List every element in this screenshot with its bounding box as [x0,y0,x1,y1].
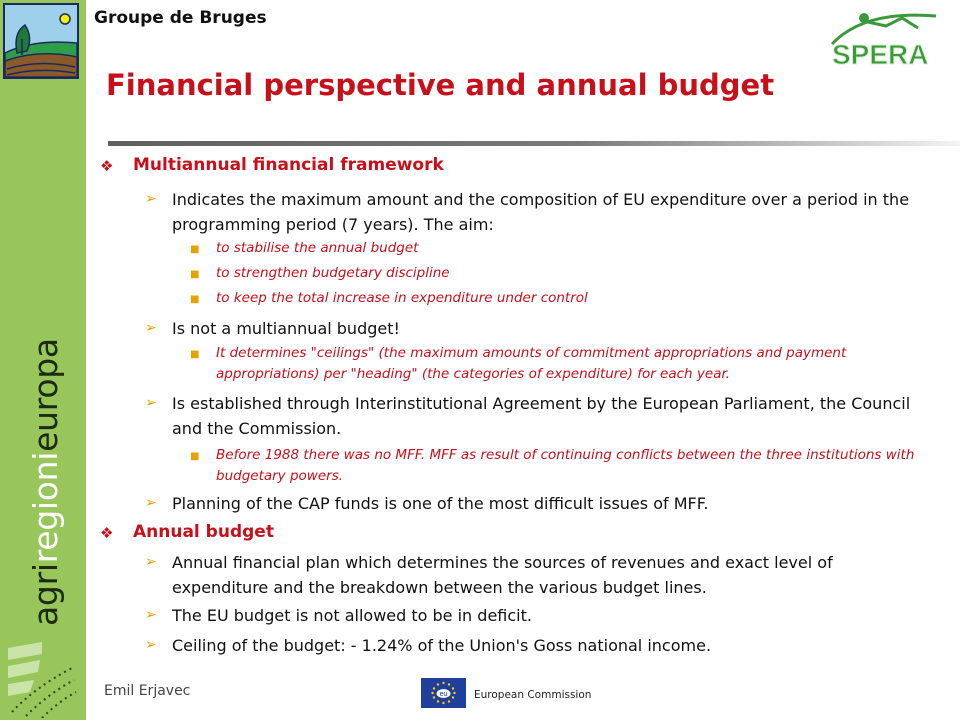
arrowhead-icon: ➢ [145,607,157,623]
square-icon: ■ [190,244,200,255]
spera-logo-text: SPERA [832,39,929,68]
square-icon: ■ [190,294,200,305]
vertical-brand-part-agri: agri [26,563,65,626]
arrowhead-icon: ➢ [145,191,157,207]
square-icon: ■ [190,349,200,360]
bullet-mff-3: ➢ Is established through Interinstitutional Agreement by the European Parliament, the Council and the Commission. [145,391,925,441]
spera-logo [824,4,948,68]
vertical-brand-part-europa: europa [26,338,65,452]
bullet-mff-1: ➢ Indicates the maximum amount and the composition of EU expenditure over a period in the programming period (7 years). The aim: [145,187,925,237]
title-divider [108,141,960,146]
arrowhead-icon: ➢ [145,637,157,653]
vertical-brand-part-regioni: regioni [26,451,65,564]
bullet-annual-2: ➢ The EU budget is not allowed to be in deficit. [145,603,925,628]
square-icon: ■ [190,451,200,462]
sub-bullet-mff-2-1: ■ It determines "ceilings" (the maximum amounts of commitment appropriations and payment appropriations) per "heading" (the categories of expenditure) for each year. [190,345,847,382]
eu-flag-label: eu [439,691,448,698]
sub-bullet-mff-1-3: ■ to keep the total increase in expenditure under control [190,288,950,309]
eu-flag-icon [421,678,466,708]
bullet-mff-4: ➢ Planning of the CAP funds is one of the most difficult issues of MFF. [145,491,925,516]
field-rows-logo-icon [2,638,82,718]
square-icon: ■ [190,269,200,280]
bullet-annual-1: ➢ Annual financial plan which determines the sources of revenues and exact level of expenditure and the breakdown between the various budget lines. [145,550,925,600]
group-name: Groupe de Bruges [94,8,267,28]
bullet-mff-2: ➢ Is not a multiannual budget! [145,316,925,341]
footer-commission: European Commission [474,689,592,701]
diamond-cluster-icon: ❖ [100,524,114,542]
arrowhead-icon: ➢ [145,320,157,336]
page-title: Financial perspective and annual budget [106,68,775,102]
footer-author: Emil Erjavec [104,683,191,699]
vertical-brand-text [26,338,65,626]
arrowhead-icon: ➢ [145,495,157,511]
sidebar [0,0,86,720]
bullet-annual-3: ➢ Ceiling of the budget: - 1.24% of the Union's Goss national income. [145,633,925,658]
sub-bullet-mff-1-1: ■ to stabilise the annual budget [190,238,950,259]
landscape-logo-icon [3,3,79,79]
arrowhead-icon: ➢ [145,554,157,570]
diamond-cluster-icon: ❖ [100,157,114,175]
sub-bullet-mff-3-1: ■ Before 1988 there was no MFF. MFF as result of continuing conflicts between the three institutions with budgetary powers. [190,447,915,484]
arrowhead-icon: ➢ [145,395,157,411]
sub-bullet-mff-1-2: ■ to strengthen budgetary discipline [190,263,950,284]
